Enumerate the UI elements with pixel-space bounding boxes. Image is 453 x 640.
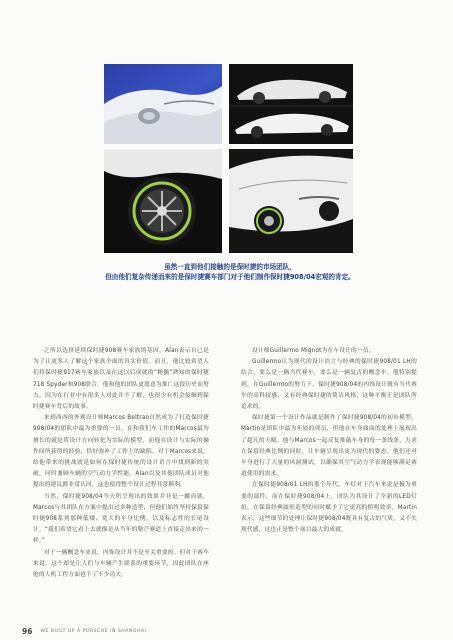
paragraph: 设计师Guillermo Mignot为在车设计的一员。 <box>252 348 375 354</box>
paragraph: Guillermo认为现代的设计语言与经典的保时捷908/01 LH的结合，要么是一辆当代赛车，要么是一辆复古的概念车。他特别提到，在Guillermo的努力下，保时捷908/04的内饰设计既有当代赛车的高科技感，又有经典保时捷的简洁风格，这种平衡正是团队所追求的。 <box>241 359 417 411</box>
photo-car-rear-three-quarter <box>229 149 353 253</box>
running-head: WE BUILT UP A PORSCHE IN SHANGHAI <box>40 628 147 634</box>
paragraph: 对于一辆概念车来说，内饰设计并不是至关重要的。但对于赛车来说，这个却是让人们与车辆产生联系的重要环节，因此团队在座舱的人机工程方面也下了不少功夫。 <box>33 549 209 579</box>
caption-line-1: 虽然一直到他们接触的是保时捷的市场团队， <box>164 263 296 271</box>
photo-car-front-detail <box>104 64 222 144</box>
photo-wheel-closeup <box>104 149 222 253</box>
page-footer <box>22 626 146 636</box>
paragraph: 保时捷第一个设计作品就是制作了保时捷908/04的初步模型，Martin是团队中最为年轻的成员，但他在车身曲面的处理上展现出了超凡的天赋。他与Marcos一起反复推敲车身的每一条线条，力求在保留经典比例的同时，让车辆呈现出更为现代的姿态。他们还对车身进行了大量的风洞测试，以确保其空气动力学表现能够满足赛道使用的需求。 <box>241 415 417 478</box>
caption-line-2: 但由他们复杂传递而来的是保时捷赛车部门对于他们制作保时捷908/04宏观的肯定。 <box>105 273 355 281</box>
page-number: 96 <box>22 626 33 636</box>
photo-car-sketches <box>229 64 353 144</box>
article-column-left <box>33 346 209 620</box>
paragraph: 在保时捷908/01 LH的那个年代，车灯对于汽车来说是极为重要的部件，而在保时捷908/04上，团队为其设计了全新的LED灯组，在保留经典圆形造型的同时赋予了它更高的照明效率。Martin表示，这些细节的处理让保时捷908/04既具有复古的气质，又不失现代感，这也正是整个项目最大的成就。 <box>241 482 417 534</box>
article-column-right <box>241 346 417 620</box>
paragraph: 来到西西的外观设计师Marcos Beltrao自然成为了打造保时捷908/04的团队中最为重要的一员。在和我们车工作的Marcos最为擅长的就是将设计方向转化为实际的模型，而他在设计与实际的操作间所获得的经验，恰好弥补了工作上的缺陷。对于Marcos来说，给他带来的挑战就是如何在保时捷传统的设计语言中找到新的突破，同时兼顾车辆的空气动力学性能。Alan以及其他团队成员对他提出的建议都非常认同，这也使得整个设计过程非常顺利。 <box>33 415 209 489</box>
photo-caption <box>80 262 380 282</box>
paragraph: 之所以选择延续保时捷908赛车家族的基因，Alan表示自己是为了让更多人了解这个家族全面的真实价值。而且，他比较希望人们将保时捷917赛车家族以及在这以后成就的“精髓”熟知的保时捷718 Spyder和908联合。他和他的团队更愿意为推广这段历史而努力，因为在行业中有很多人对此并不了解，也很少有机会接触到保时捷赛车背后的故事。 <box>33 348 209 411</box>
paragraph: 当然，保时捷908/04今天所呈现出的效果并非是一蹴而就。Marcos与其团队在方案中提出过多种造型，但他们始终坚持保留保时捷908系列那种低矮、宽大的车身比例，以及标志性的长尾设计。“我们希望它看上去就像是从当年的勒芒赛道上直接走出来的一样。” <box>33 493 209 545</box>
